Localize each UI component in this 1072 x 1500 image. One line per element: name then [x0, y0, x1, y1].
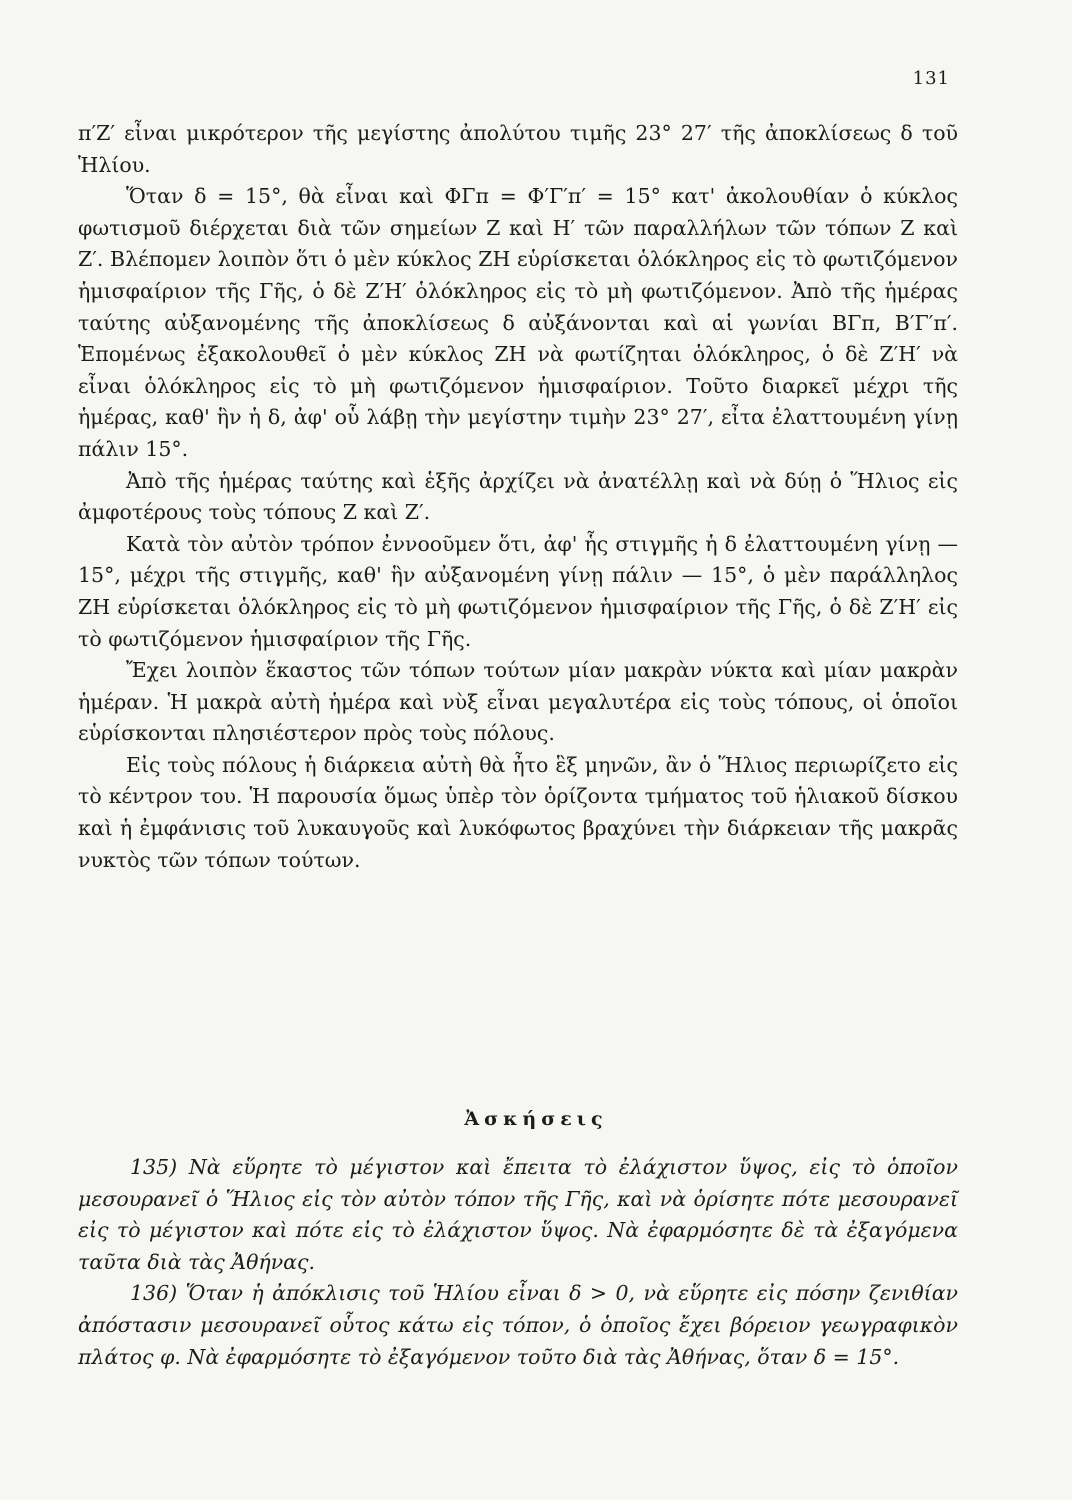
exercise-number: 136) [130, 1281, 178, 1306]
paragraph-5: Ἔχει λοιπὸν ἕκαστος τῶν τόπων τούτων μίαν μακρὰν νύκτα καὶ μίαν μακρὰν ἡμέραν. Ἡ μακρὰ αὐτὴ ἡμέρα καὶ νὺξ εἶναι μεγαλυτέρα εἰς τοὺς τόπους, οἱ ὁποῖοι εὑρίσκονται πλησιέστερον πρὸς τοὺς πόλους. [78, 658, 958, 746]
page-number: 131 [912, 68, 950, 89]
section-title: Ἀσκήσεις [464, 1108, 608, 1130]
paragraph-6: Εἰς τοὺς πόλους ἡ διάρκεια αὐτὴ θὰ ἦτο ἓξ μηνῶν, ἂν ὁ Ἥλιος περιωρίζετο εἰς τὸ κέντρον του. Ἡ παρουσία ὅμως ὑπὲρ τὸν ὁρίζοντα τμήματος τοῦ ἡλιακοῦ δίσκου καὶ ἡ ἐμφάνισις τοῦ λυκαυγοῦς καὶ λυκόφωτος βραχύνει τὴν διάρκειαν τῆς μακρᾶς νυκτὸς τῶν τόπων τούτων. [78, 752, 958, 872]
paragraph-3: Ἀπὸ τῆς ἡμέρας ταύτης καὶ ἑξῆς ἀρχίζει νὰ ἀνατέλλῃ καὶ νὰ δύῃ ὁ Ἥλιος εἰς ἀμφοτέρους τοὺς τόπους Ζ καὶ Ζ′. [78, 468, 958, 525]
paragraph-4: Κατὰ τὸν αὐτὸν τρόπον ἐννοοῦμεν ὅτι, ἀφ' ἧς στιγμῆς ἡ δ ἐλαττουμένη γίνῃ — 15°, μέχρι τῆς στιγμῆς, καθ' ἣν αὐξανομένη γίνῃ πάλιν — 15°, ὁ μὲν παράλληλος ΖΗ εὑρίσκεται ὁλόκληρος εἰς τὸ μὴ φωτιζόμενον ἡμισφαίριον τῆς Γῆς, ὁ δὲ Ζ′Η′ εἰς τὸ φωτιζόμενον ἡμισφαίριον τῆς Γῆς. [78, 531, 958, 651]
paragraph-1: π′Ζ′ εἶναι μικρότερον τῆς μεγίστης ἀπολύτου τιμῆς 23° 27′ τῆς ἀποκλίσεως δ τοῦ Ἡλίου. [78, 121, 958, 177]
paragraph-2: Ὅταν δ = 15°, θὰ εἶναι καὶ ΦΓπ = Φ′Γ′π′ = 15° κατ' ἀκολουθίαν ὁ κύκλος φωτισμοῦ διέρχεται διὰ τῶν σημείων Ζ καὶ Η′ τῶν παραλλήλων τῶν τόπων Ζ καὶ Ζ′. Βλέπομεν λοιπὸν ὅτι ὁ μὲν κύκλος ΖΗ εὑρίσκεται ὁλόκληρος εἰς τὸ φωτιζόμενον ἡμισφαίριον τῆς Γῆς, ὁ δὲ Ζ′Η′ ὁλόκληρος εἰς τὸ μὴ φωτιζόμενον. Ἀπὸ τῆς ἡμέρας ταύτης αὐξανομένης τῆς ἀποκλίσεως δ αὐξάνονται καὶ αἱ γωνίαι ΒΓπ, Β′Γ′π′. Ἑπομένως ἐξακολουθεῖ ὁ μὲν κύκλος ΖΗ νὰ φωτίζηται ὁλόκληρος, ὁ δὲ Ζ′Η′ νὰ εἶναι ὁλόκληρος εἰς τὸ μὴ φωτιζόμενον ἡμισφαίριον. Τοῦτο διαρκεῖ μέχρι τῆς ἡμέρας, καθ' ἣν ἡ δ, ἀφ' οὗ λάβῃ τὴν μεγίστην τιμὴν 23° 27′, εἶτα ἐλαττουμένη γίνῃ πάλιν 15°. [78, 184, 958, 461]
exercise-text: Ὅταν ἡ ἀπόκλισις τοῦ Ἡλίου εἶναι δ > 0, νὰ εὕρητε εἰς πόσην ζενιθίαν ἀπόστασιν μεσουρανεῖ οὗτος κάτω εἰς τόπον, ὁ ὁποῖος ἔχει βόρειον γεωγραφικὸν πλάτος φ. Νὰ ἐφαρμόσητε τὸ ἐξαγόμενον τοῦτο διὰ τὰς Ἀθήνας, ὅταν δ = 15°. [78, 1281, 958, 1369]
exercises-list [78, 1152, 958, 1373]
exercise-136 [78, 1278, 958, 1373]
exercise-135 [78, 1152, 958, 1278]
body-text [78, 118, 958, 876]
exercise-text: Νὰ εὕρητε τὸ μέγιστον καὶ ἔπειτα τὸ ἐλάχιστον ὕψος, εἰς τὸ ὁποῖον μεσουρανεῖ ὁ Ἥλιος εἰς τὸν αὐτὸν τόπον τῆς Γῆς, καὶ νὰ ὁρίσητε πότε μεσουρανεῖ εἰς τὸ μέγιστον καὶ πότε εἰς τὸ ἐλάχιστον ὕψος. Νὰ ἐφαρμόσητε δὲ τὰ ἐξαγόμενα ταῦτα διὰ τὰς Ἀθήνας. [78, 1155, 958, 1274]
exercise-number: 135) [130, 1155, 178, 1179]
